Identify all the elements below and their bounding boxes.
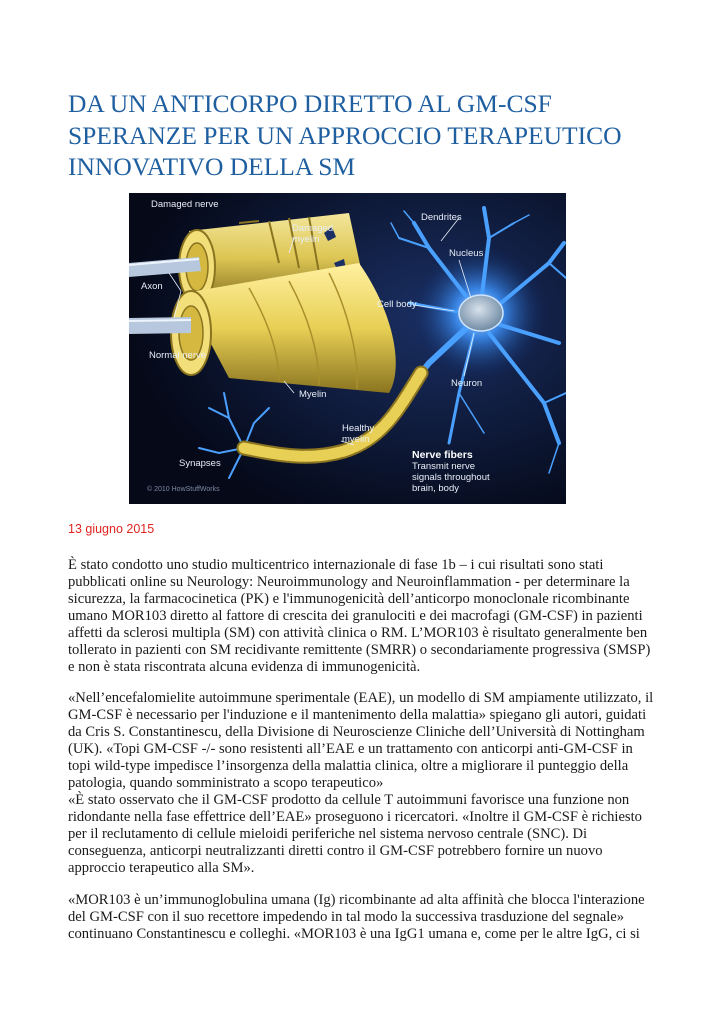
- paragraph-line: (UK). «Topi GM-CSF -/- sono resistenti all’EAE e un trattamento con anticorpi anti-GM-CSF in: [68, 741, 633, 757]
- label-damaged-myelin: Damaged: [292, 223, 334, 234]
- paragraph: [68, 892, 668, 943]
- neuron-illustration: [129, 193, 566, 504]
- label-nerve-fibers-desc: brain, body: [412, 483, 460, 494]
- paragraph-line: topi wild-type impedisce l’insorgenza della malattia clinica, oltre a migliorare il punteggio della: [68, 758, 629, 774]
- label-healthy-myelin: Healthy: [342, 423, 375, 434]
- paragraph-line: continuano Constantinescu e colleghi. «MOR103 è una IgG1 umana e, come per le altre IgG, ci si: [68, 926, 640, 942]
- paragraph-line: pubblicati online su Neurology: Neuroimmunology and Neuroinflammation - per determinare la: [68, 574, 630, 590]
- copyright-notice: © 2010 HowStuffWorks: [147, 486, 220, 493]
- label-nucleus: Nucleus: [449, 248, 484, 259]
- paragraph-line: per il reclutamento di cellule mieloidi periferiche nel sistema nervoso centrale (SNC). Di: [68, 826, 588, 842]
- paragraph-line: patologia, quando somministrato a scopo terapeutico»: [68, 775, 384, 791]
- label-damaged-nerve: Damaged nerve: [151, 199, 219, 210]
- paragraph-line: e non è stata riscontrata alcuna evidenza di immunogenicità.: [68, 659, 421, 675]
- label-normal-nerve: Normal nerve: [149, 350, 207, 361]
- paragraph-line: «È stato osservato che il GM-CSF prodotto da cellule T autoimmuni favorisce una funzione non: [68, 792, 630, 808]
- label-dendrites: Dendrites: [421, 212, 462, 223]
- paragraph-line: del GM-CSF con il suo recettore impedendo in tal modo la successiva trasduzione del segnale»: [68, 909, 625, 925]
- paragraph-line: conseguenza, anticorpi neutralizzanti diretti contro il GM-CSF potrebbero fornire un nuovo: [68, 843, 603, 859]
- label-nerve-fibers-desc: signals throughout: [412, 472, 490, 483]
- publication-date: 13 giugno 2015: [68, 522, 155, 536]
- paragraph-line: «MOR103 è un’immunoglobulina umana (Ig) ricombinante ad alta affinità che blocca l'interazione: [68, 892, 645, 908]
- article-title: [68, 88, 668, 183]
- label-nerve-fibers-desc: Transmit nerve: [412, 461, 475, 472]
- label-damaged-myelin: myelin: [292, 234, 320, 245]
- title-line: INNOVATIVO DELLA SM: [68, 152, 356, 181]
- neuron-illustration-svg: [129, 193, 566, 504]
- label-nerve-fibers: Nerve fibers: [412, 449, 473, 461]
- paragraph-line: «Nell’encefalomielite autoimmune sperimentale (EAE), un modello di SM ampiamente utilizzato, il: [68, 690, 654, 706]
- paragraph: [68, 690, 668, 792]
- title-line: SPERANZE PER UN APPROCCIO TERAPEUTICO: [68, 120, 622, 150]
- paragraph: [68, 557, 668, 676]
- paragraph-line: approccio terapeutico alla SM».: [68, 860, 255, 876]
- paragraph-line: GM-CSF è necessario per l'induzione e il mantenimento della malattia» spiegano gli autori, guidati: [68, 707, 647, 723]
- paragraph-line: affetti da sclerosi multipla (SM) con attività clinica o RM. L’MOR103 è risultato generalmente ben: [68, 625, 648, 641]
- label-synapses: Synapses: [179, 458, 221, 469]
- label-cell-body: Cell body: [377, 299, 417, 310]
- paragraph-line: sicurezza, la farmacocinetica (PK) e l'immunogenicità dell’anticorpo monoclonale ricombinante: [68, 591, 630, 607]
- paragraph-line: ridondante nella fase effettrice dell’EAE» proseguono i ricercatori. «Inoltre il GM-CSF è richiesto: [68, 809, 642, 825]
- label-myelin: Myelin: [299, 389, 327, 400]
- paragraph-line: umano MOR103 diretto al fattore di crescita dei granulociti e dei macrofagi (GM-CSF) in pazienti: [68, 608, 643, 624]
- paragraph-line: da Cris S. Constantinescu, della Divisione di Neuroscienze Cliniche dell’Università di Nottingham: [68, 724, 645, 740]
- paragraph-line: tollerato in pazienti con SM recidivante remittente (SMRR) o secondariamente progressiva (SMSP): [68, 642, 651, 658]
- label-neuron: Neuron: [451, 378, 483, 389]
- label-healthy-myelin: myelin: [342, 434, 370, 445]
- paragraph: [68, 792, 668, 877]
- title-line: DA UN ANTICORPO DIRETTO AL GM-CSF: [68, 89, 552, 118]
- paragraph-line: È stato condotto uno studio multicentrico internazionale di fase 1b – i cui risultati sono stati: [68, 557, 604, 573]
- label-axon: Axon: [141, 281, 163, 292]
